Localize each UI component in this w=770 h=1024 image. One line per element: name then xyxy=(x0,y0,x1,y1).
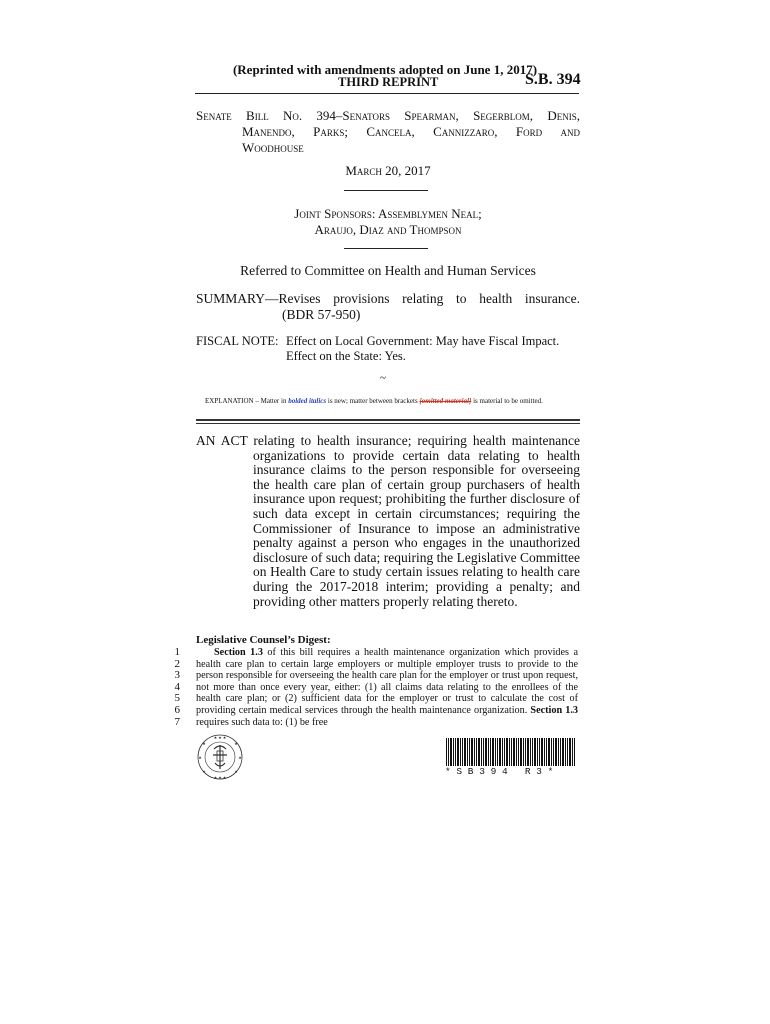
state-seal-icon xyxy=(196,733,244,781)
line-number: 7 xyxy=(174,715,180,728)
digest-title: Legislative Counsel’s Digest: xyxy=(196,634,331,646)
digest-text-a: of this bill requires a health maintenance organization which provides a health care plan to certain large employers or multiple employer trusts to provide to the person responsible for overseeing the health care plan for the employer or trust upon request, not more than once every year, either: (1) all claims data relating to the enrollees of the health care plan; or (2) sufficient data for the employer or trust to calculate the cost of providing certain medical services through the health maintenance organization. xyxy=(196,647,578,716)
explanation-note xyxy=(205,397,577,405)
fiscal-state: Effect on the State: Yes. xyxy=(286,349,406,363)
tilde-mark: ~ xyxy=(380,372,386,384)
reprint-note: (Reprinted with amendments adopted on June 1, 2017) xyxy=(232,62,538,77)
explanation-omitted: [omitted material] xyxy=(419,397,472,405)
svg-text:★: ★ xyxy=(198,755,202,760)
line-number: 6 xyxy=(174,703,180,716)
line-number: 3 xyxy=(174,669,180,682)
summary-block xyxy=(196,291,580,323)
svg-text:★ ★ ★: ★ ★ ★ xyxy=(213,735,227,740)
digest-section-ref-2: Section 1.3 xyxy=(530,704,578,716)
explanation-middle: is new; matter between brackets xyxy=(326,397,420,405)
digest-body xyxy=(196,647,578,728)
thick-divider xyxy=(196,419,580,421)
joint-sponsors-rule xyxy=(344,248,428,249)
fiscal-local: Effect on Local Government: May have Fiscal Impact. xyxy=(286,334,560,348)
joint-sponsors-line-2: Araujo, Diaz and Thompson xyxy=(314,222,462,237)
act-description: organizations to provide certain data relating to health insurance claims to the person responsible for overseeing the health care plan of certain group purchasers of health insurance upon request; prohibiting the further disclosure of such data except in certain circumstances; requiring the Commissioner of Insurance to impose an administrative penalty against a person who engages in the unauthorized disclosure of such data; requiring the Legislative Committee on Health Care to study certain issues relating to health care during the 2017-2018 interim; providing a penalty; and providing other matters properly relating thereto. xyxy=(253,447,580,609)
sponsors-line-1: Senate Bill No. 394–Senators Spearman, Segerblom, Denis, xyxy=(196,108,580,123)
sponsors-block xyxy=(196,108,580,156)
bill-date: March 20, 2017 xyxy=(345,163,431,178)
explanation-suffix: is material to be omitted. xyxy=(471,397,543,405)
line-number: 2 xyxy=(174,657,180,670)
act-title xyxy=(196,434,580,609)
line-number: 1 xyxy=(174,646,180,658)
act-first-line: AN ACT relating to health insurance; requiring health maintenance xyxy=(196,433,580,448)
reprint-label: THIRD REPRINT xyxy=(338,75,439,89)
header-rule xyxy=(195,93,579,94)
fiscal-note-label: FISCAL NOTE: xyxy=(196,334,279,348)
summary-bdr: (BDR 57-950) xyxy=(282,307,361,322)
svg-text:★: ★ xyxy=(234,769,238,774)
bill-number: S.B. 394 xyxy=(525,71,581,88)
line-numbers xyxy=(166,647,180,728)
line-number: 5 xyxy=(174,692,180,705)
date-rule xyxy=(344,190,428,191)
barcode-text: * S B 3 9 4 R 3 * xyxy=(445,766,554,777)
digest-section-ref: Section 1.3 xyxy=(214,647,263,658)
committee-referral: Referred to Committee on Health and Human Services xyxy=(240,263,536,278)
explanation-prefix: EXPLANATION – Matter in xyxy=(205,397,289,405)
svg-text:★: ★ xyxy=(238,755,242,760)
svg-text:★: ★ xyxy=(202,769,206,774)
summary-line-1: SUMMARY—Revises provisions relating to health insurance. xyxy=(196,291,580,306)
svg-text:★: ★ xyxy=(234,741,238,746)
thin-divider xyxy=(196,423,580,424)
barcode-icon xyxy=(445,738,577,766)
explanation-italics: bolded italics xyxy=(288,397,327,405)
joint-sponsors-line-1: Joint Sponsors: Assemblymen Neal; xyxy=(294,206,482,221)
digest-text-b: requires such data to: (1) be free xyxy=(196,716,328,728)
sponsors-line-3: Woodhouse xyxy=(242,140,304,155)
sponsors-line-2: Manendo, Parks; Cancela, Cannizzaro, Ford and xyxy=(242,124,580,139)
svg-text:★ ★ ★: ★ ★ ★ xyxy=(213,775,227,780)
svg-text:★: ★ xyxy=(202,741,206,746)
joint-sponsors xyxy=(196,206,580,238)
line-number: 4 xyxy=(174,680,180,693)
